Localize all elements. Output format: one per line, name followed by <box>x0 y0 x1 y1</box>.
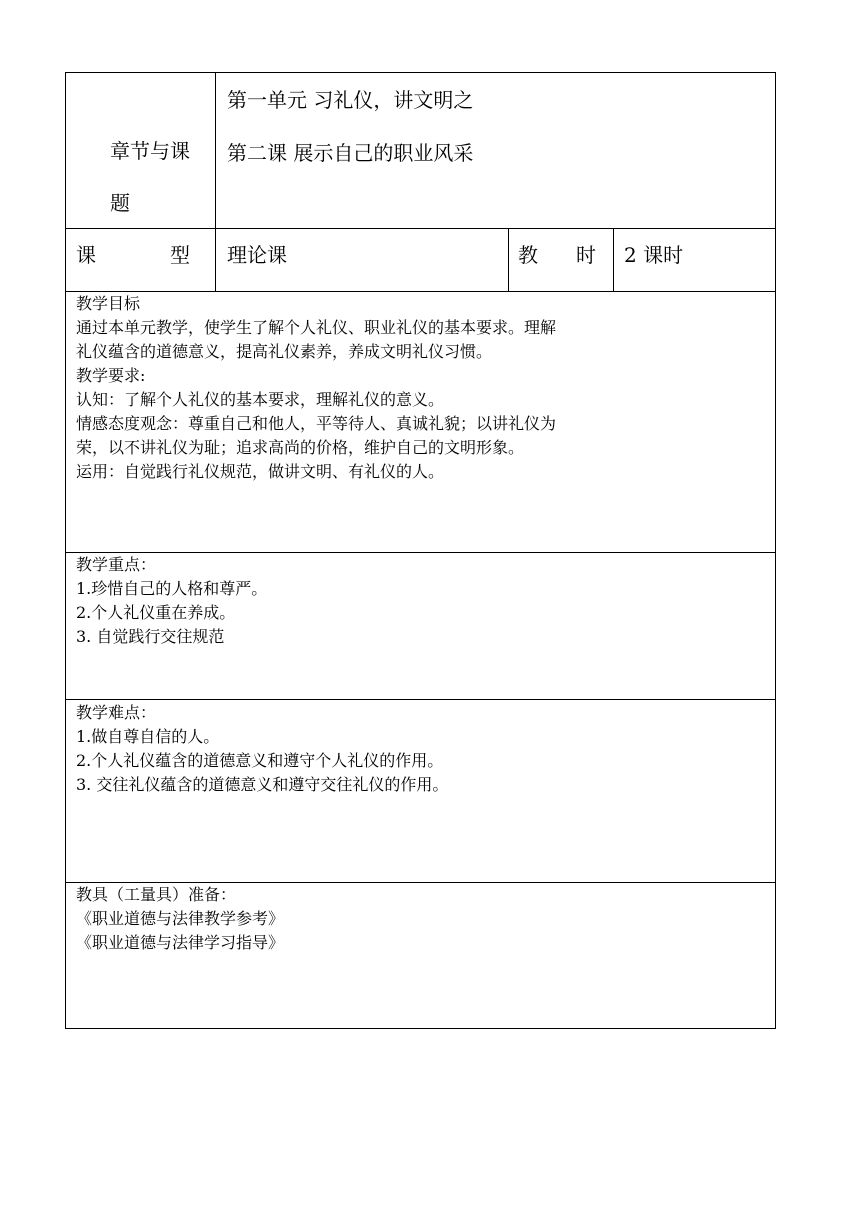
lesson-plan-table <box>65 72 776 1029</box>
difficulties-section <box>76 701 448 797</box>
objectives-line: 礼仪蕴含的道德意义，提高礼仪素养，养成文明礼仪习惯。 <box>76 342 493 361</box>
materials-heading: 教具（工量具）准备： <box>76 885 237 904</box>
key-points-heading: 教学重点： <box>76 555 157 574</box>
column-divider <box>613 228 614 291</box>
hours-label-char: 教 <box>518 243 538 267</box>
difficulty-item: 1.做自尊自信的人。 <box>76 727 220 746</box>
hours-value: 2 课时 <box>624 243 684 267</box>
lesson-title: 第二课 展示自己的职业风采 <box>227 141 474 165</box>
unit-title: 第一单元 习礼仪，讲文明之 <box>227 88 474 112</box>
difficulty-item: 2.个人礼仪蕴含的道德意义和遵守个人礼仪的作用。 <box>76 751 444 770</box>
objectives-section <box>76 292 556 484</box>
difficulties-heading: 教学难点： <box>76 703 157 722</box>
difficulty-item: 3. 交往礼仪蕴含的道德意义和遵守交往礼仪的作用。 <box>76 775 449 794</box>
requirement-line: 荣，以不讲礼仪为耻；追求高尚的价格，维护自己的文明形象。 <box>76 438 525 457</box>
column-divider <box>215 73 216 291</box>
requirements-heading: 教学要求: <box>76 366 146 385</box>
requirement-line: 认知：了解个人礼仪的基本要求，理解礼仪的意义。 <box>76 390 445 409</box>
objectives-line: 通过本单元教学，使学生了解个人礼仪、职业礼仪的基本要求。理解 <box>76 318 557 337</box>
type-label-char: 型 <box>170 243 190 267</box>
hours-label-char: 时 <box>576 243 596 267</box>
key-point-item: 2.个人礼仪重在养成。 <box>76 603 236 622</box>
chapter-label-cont: 题 <box>110 191 130 215</box>
objectives-heading: 教学目标 <box>76 294 141 313</box>
materials-section <box>76 883 284 955</box>
requirement-line: 情感态度观念：尊重自己和他人，平等待人、真诚礼貌；以讲礼仪为 <box>76 414 557 433</box>
chapter-label: 章节与课 <box>110 139 190 163</box>
type-value: 理论课 <box>227 243 287 267</box>
column-divider <box>508 228 509 291</box>
material-item: 《职业道德与法律学习指导》 <box>76 933 285 952</box>
key-point-item: 3. 自觉践行交往规范 <box>76 627 225 646</box>
row-divider <box>66 228 775 229</box>
material-item: 《职业道德与法律教学参考》 <box>76 909 285 928</box>
key-point-item: 1.珍惜自己的人格和尊严。 <box>76 579 268 598</box>
requirement-line: 运用：自觉践行礼仪规范，做讲文明、有礼仪的人。 <box>76 462 445 481</box>
key-points-section <box>76 553 267 649</box>
row-divider <box>66 699 775 700</box>
type-label-char: 课 <box>76 243 96 267</box>
